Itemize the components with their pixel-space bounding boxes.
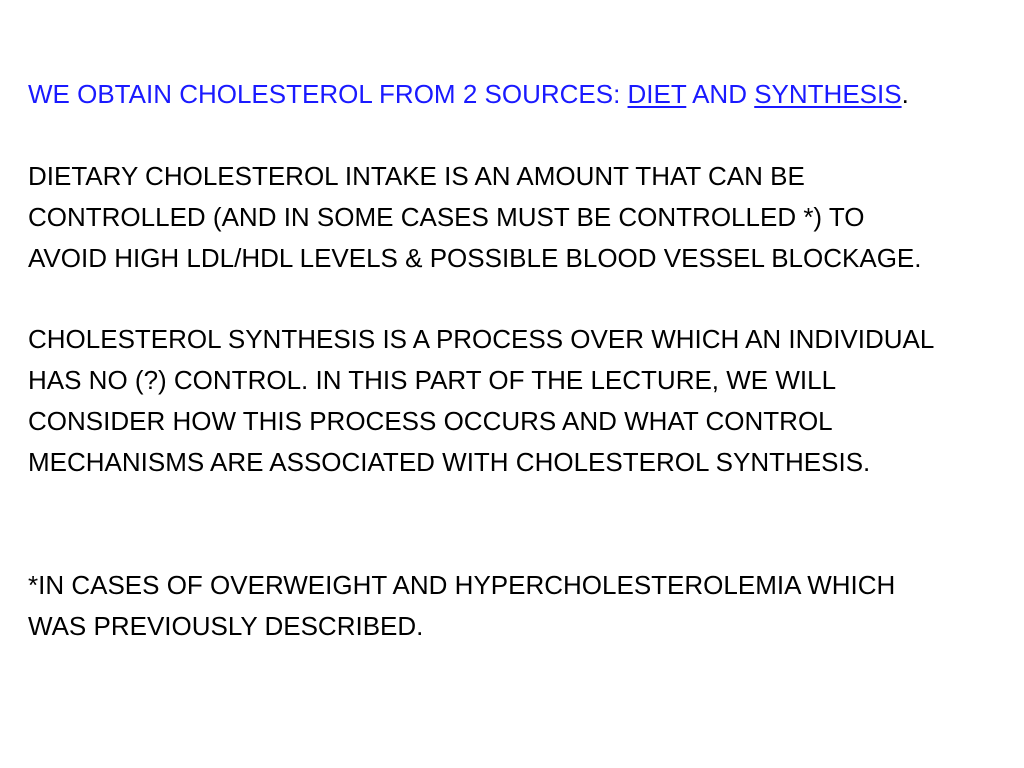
footnote-paragraph <box>28 565 1003 647</box>
synthesis-link[interactable]: SYNTHESIS <box>754 79 902 109</box>
dietary-paragraph <box>28 156 1003 279</box>
synthesis-line: CONSIDER HOW THIS PROCESS OCCURS AND WHAT CONTROL <box>28 406 833 436</box>
diet-link[interactable]: DIET <box>627 79 687 109</box>
dietary-line: AVOID HIGH LDL/HDL LEVELS & POSSIBLE BLOOD VESSEL BLOCKAGE. <box>28 243 922 273</box>
dietary-line: DIETARY CHOLESTEROL INTAKE IS AN AMOUNT THAT CAN BE <box>28 161 805 191</box>
synthesis-line: MECHANISMS ARE ASSOCIATED WITH CHOLESTEROL SYNTHESIS. <box>28 447 871 477</box>
intro-paragraph <box>28 74 1003 115</box>
dietary-line: CONTROLLED (AND IN SOME CASES MUST BE CONTROLLED *) TO <box>28 202 865 232</box>
footnote-line: *IN CASES OF OVERWEIGHT AND HYPERCHOLESTEROLEMIA WHICH <box>28 570 896 600</box>
footnote-line: WAS PREVIOUSLY DESCRIBED. <box>28 611 424 641</box>
intro-middle: AND <box>686 79 755 109</box>
synthesis-line: HAS NO (?) CONTROL. IN THIS PART OF THE LECTURE, WE WILL <box>28 365 837 395</box>
synthesis-paragraph <box>28 319 1003 483</box>
intro-suffix: . <box>901 79 909 109</box>
synthesis-line: CHOLESTEROL SYNTHESIS IS A PROCESS OVER WHICH AN INDIVIDUAL <box>28 324 935 354</box>
intro-prefix: WE OBTAIN CHOLESTEROL FROM 2 SOURCES: <box>28 79 628 109</box>
